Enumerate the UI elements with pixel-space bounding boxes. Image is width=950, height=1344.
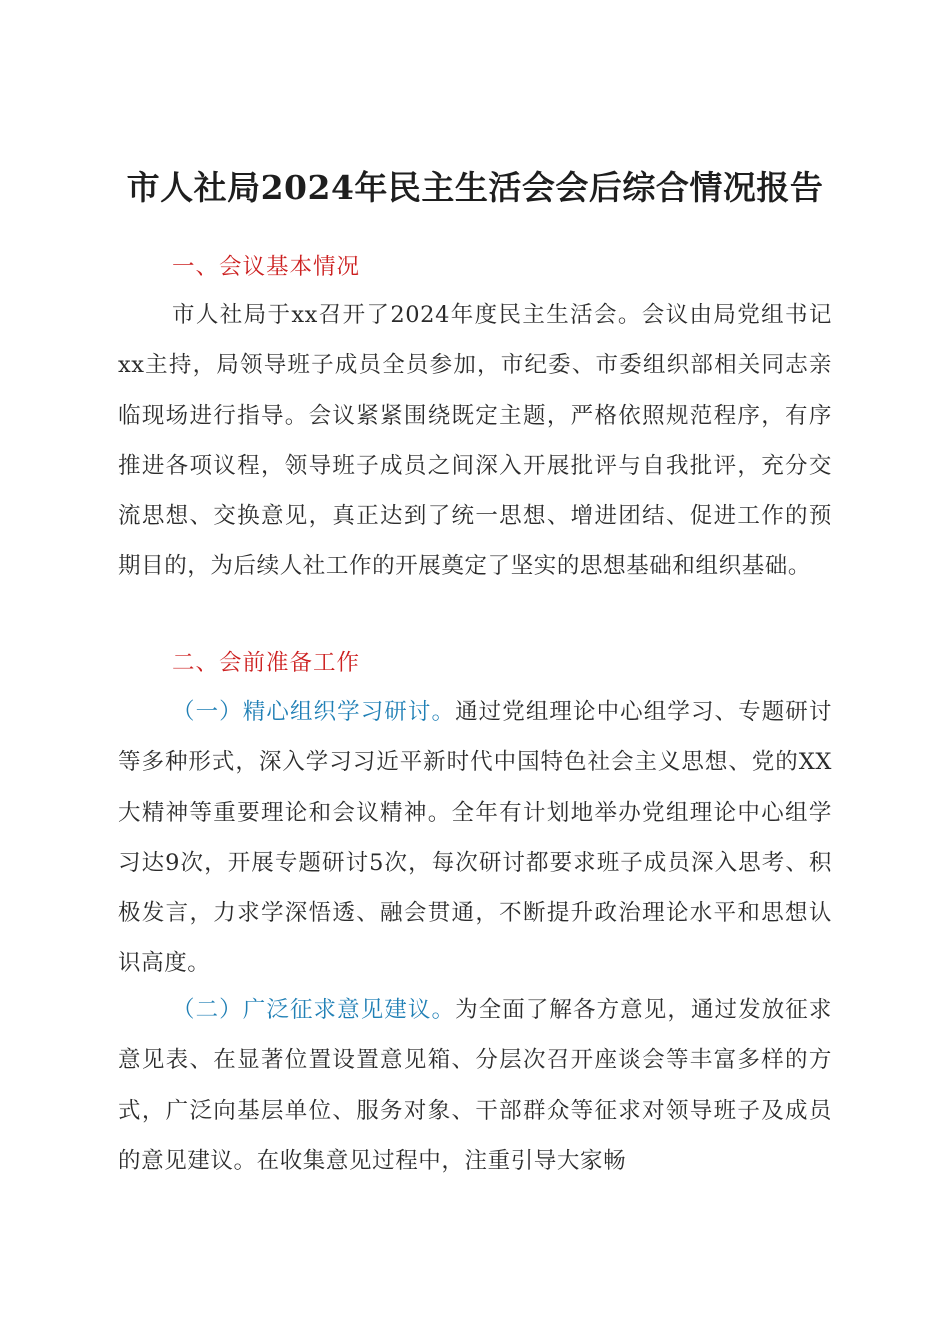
document-title: 市人社局2024年民主生活会会后综合情况报告 — [126, 168, 824, 207]
subsection-text-opinions: 为全面了解各方意见，通过发放征求意见表、在显著位置设置意见箱、分层次召开座谈会等丰富多样的方式，广泛向基层单位、服务对象、干部群众等征求对领导班子及成员的意见建议。在收集意见过程中，注重引导大家畅 — [118, 997, 832, 1174]
paragraph-study-discussion — [118, 687, 832, 989]
section-heading-preparation: 二、会前准备工作 — [172, 650, 361, 676]
paragraph-meeting-overview: 市人社局于xx召开了2024年度民主生活会。会议由局党组书记xx主持，局领导班子成员全员参加，市纪委、市委组织部相关同志亲临现场进行指导。会议紧紧围绕既定主题，严格依照规范程序，有序推进各项议程，领导班子成员之间深入开展批评与自我批评，充分交流思想、交换意见，真正达到了统一思想、增进团结、促进工作的预期目的，为后续人社工作的开展奠定了坚实的思想基础和组织基础。 — [118, 302, 832, 580]
paragraph-collect-opinions — [118, 985, 832, 1186]
section-heading-meeting-overview: 一、会议基本情况 — [172, 254, 361, 280]
subsection-text-study: 通过党组理论中心组学习、专题研讨等多种形式，深入学习习近平新时代中国特色社会主义思想、党的XX大精神等重要理论和会议精神。全年有计划地举办党组理论中心组学习达9次，开展专题研讨5次，每次研讨都要求班子成员深入思考、积极发言，力求学深悟透、融会贯通，不断提升政治理论水平和思想认识高度。 — [118, 699, 832, 977]
subsection-label-study: （一）精心组织学习研讨。 — [172, 699, 456, 725]
subsection-label-opinions: （二）广泛征求意见建议。 — [172, 997, 456, 1023]
